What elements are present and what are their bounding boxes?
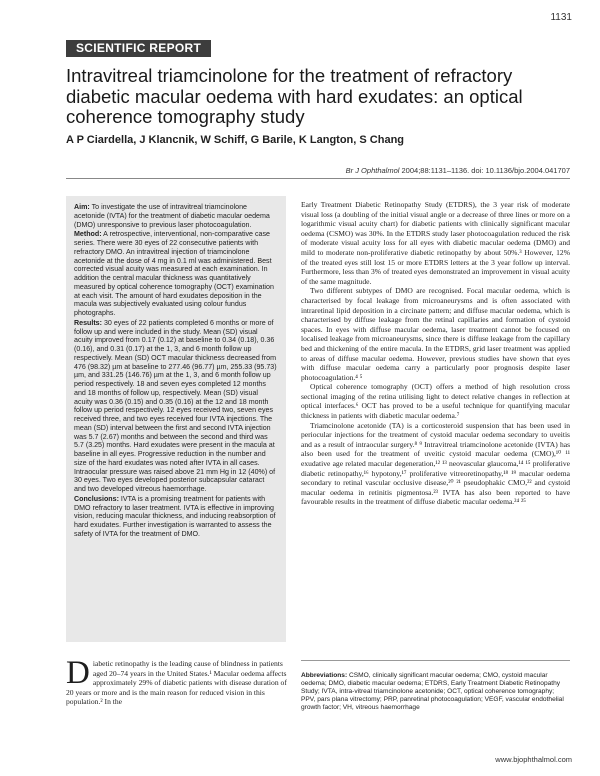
abstract-method-label: Method: bbox=[74, 230, 102, 239]
body-paragraph: Optical coherence tomography (OCT) offers a method of high resolution cross sectional imaging of the retina utilising light to detect relative changes in reflection at optical interfaces.⁶ OCT has proved to be a useful technique for quantifying macular thickness in patients with diabetic macular oedema.⁷ bbox=[301, 382, 570, 421]
abbreviations-divider bbox=[301, 660, 570, 661]
abstract-conclusions bbox=[74, 495, 278, 539]
intro-paragraph bbox=[66, 655, 288, 707]
abstract-results-label: Results: bbox=[74, 318, 102, 327]
journal-name: Br J Ophthalmol bbox=[345, 166, 400, 175]
abstract-method bbox=[74, 230, 278, 318]
abstract-results-text: 30 eyes of 22 patients completed 6 months or more of follow up and were included in the study. Mean (SD) visual acuity improved from 0.17 (0.12) at baseline to 0.34 (0.18), 0.36 (0.16), and 0.31 (0.17) at the 1, 3, and 6 month follow up respectively. Mean (SD) OCT macular thickness decreased from 476 (98.32) µm at baseline to 277.46 (96.77) µm, 255.33 (95.73) µm, and 331.25 (146.76) µm at the 1, 3, and 6 month follow up period respectively. 18 and seven eyes completed 12 months and 18 months of follow up, respectively. Mean (SD) visual acuity was 0.36 (0.15) and 0.35 (0.16) at the 12 and 18 month follow up period respectively. 12 eyes received two, seven eyes received three, and two eyes received four IVTA injections. The mean (SD) interval between the first and second IVTA injection was 5.7 (2.67) months and between the second and third was 5.7 (3.25) months. Hard exudates were present in the macula at baseline in all eyes. Progressive reduction in the number and size of the hard exudates was noted after IVTA in all cases. Intraocular pressure was raised above 21 mm Hg in 12 (40%) of 30 eyes. Two eyes developed posterior subcapsular cataract and two developed vitreous haemorrhage. bbox=[74, 318, 277, 493]
header-divider bbox=[66, 178, 570, 179]
abbreviations-note bbox=[301, 672, 570, 712]
page-number: 1131 bbox=[550, 12, 572, 23]
section-label: SCIENTIFIC REPORT bbox=[66, 40, 211, 57]
body-paragraph: Triamcinolone acetonide (TA) is a corticosteroid suspension that has been used in periocular injections for the treatment of cystoid macular oedema secondary to uveitis and as a result of intraocular surgery.⁸ ⁹ Intravitreal triamcinolone acetonide (IVTA) has also been used for the treatment of uveitic cystoid macular oedema (CMO),¹⁰ ¹¹ exudative age related macular degeneration,¹² ¹³ neovascular glaucoma,¹⁴ ¹⁵ proliferative diabetic retinopathy,¹⁶ hypotony,¹⁷ proliferative vitreoretinopathy,¹⁸ ¹⁹ macular oedema secondary to retinal vascular occlusive disease,²⁰ ²¹ pseudophakic CMO,²² and cystoid macular oedema in retinitis pigmentosa.²³ IVTA has also been reported to have favourable results in the treatment of diffuse diabetic macular oedema.²⁴ ²⁵ bbox=[301, 420, 570, 507]
drop-cap: D bbox=[66, 655, 90, 691]
abbreviations-label: Abbreviations: bbox=[301, 672, 348, 679]
abstract-aim bbox=[74, 203, 278, 229]
body-paragraph: Two different subtypes of DMO are recognised. Focal macular oedema, which is characterised by focal leakage from microaneurysms and is often associated with intraretinal lipid deposition in a circinate pattern; and diffuse macular oedema, which is characterised by diffuse leakage from the retinal capillaries and formation of cystoid spaces. In eyes with diffuse macular oedema, laser treatment cannot be focused on localised leakage from microaneurysms, since there is diffuse leakage from the capillary bed and thickening of the entire macula. In the ETDRS, grid laser treatment was applied to areas of diffuse macular oedema. However, previous studies have shown that eyes with diffuse macular oedema carry a particularly poor prognosis despite laser photocoagulation.⁴ ⁵ bbox=[301, 286, 570, 382]
abstract-box bbox=[66, 196, 286, 642]
abstract-conclusions-label: Conclusions: bbox=[74, 494, 119, 503]
article-title: Intravitreal triamcinolone for the treatment of refractory diabetic macular oedema with hard exudates: an optical coherence tomography study bbox=[66, 65, 523, 127]
abstract-conclusions-text: IVTA is a promising treatment for patients with DMO refractory to laser treatment. IVTA is effective in improving vision, reducing macular thickness, and inducing reabsorption of hard exudates. Further investigation is warranted to assess the safety of IVTA for the treatment of DMO. bbox=[74, 494, 276, 538]
intro-text: iabetic retinopathy is the leading cause of blindness in patients aged 20–74 years in the United States.¹ Macular oedema affects approximately 29% of diabetic patients with disease duration of 20 years or more and is the main reason for reduced vision in this population.² In the bbox=[66, 659, 287, 707]
abstract-results bbox=[74, 319, 278, 494]
abstract-method-text: A retrospective, interventional, non-comparative case series. There were 30 eyes of 22 consecutive patients with refractory DMO. An intravitreal injection of triamcinolone acetonide at the dose of 4 mg in 0.1 ml was administered. Best corrected visual acuity was measured at each examination. In addition the central macular thickness was quantitatively measured by optical coherence tomography (OCT) examination at each visit. The amount of hard exudates deposition in the macula was subjectively evaluated using colour fundus photographs. bbox=[74, 230, 274, 317]
abstract-aim-text: To investigate the use of intravitreal triamcinolone acetonide (IVTA) for the treatment of diabetic macular oedema (DMO) unresponsive to previous laser photocoagulation. bbox=[74, 203, 270, 229]
abstract-aim-label: Aim: bbox=[74, 203, 90, 211]
body-paragraph: Early Treatment Diabetic Retinopathy Study (ETDRS), the 3 year risk of moderate visual loss (a doubling of the initial visual angle or a decrease of three lines or more on a logarithmic visual acuity chart) for diabetic patients with clinically significant macular oedema (CSMO) was 30%. In the ETDRS study laser photocoagulation reduced the risk of moderate visual acuity loss for all eyes with diabetic macular oedema (DMO) and mild to moderate non-proliferative diabetic retinopathy by about 50%.³ However, 12% of the treated eyes still lost 15 or more ETDRS letters at the 3 year follow up interval. Furthermore, less than 3% of treated eyes demonstrated an improvement in visual acuity of the same magnitude. bbox=[301, 200, 570, 286]
journal-url: www.bjophthalmol.com bbox=[495, 755, 572, 764]
author-list: A P Ciardella, J Klancnik, W Schiff, G Barile, K Langton, S Chang bbox=[66, 134, 405, 146]
abbreviations-text: CSMO, clinically significant macular oedema; CMO, cystoid macular oedema; DMO, diabetic macular oedema; ETDRS, Early Treatment Diabetic Retinopathy Study; IVTA, intra-vitreal triamcinolone acetonide; OCT, optical coherence tomography; PPV, pars plana vitrectomy; PRP, panretinal photocoagulation; VEGF, vascular endothelial growth factor; VH, vitreous haemorrhage bbox=[301, 672, 564, 712]
citation-line bbox=[346, 166, 570, 175]
citation-details: 2004;88:1131–1136. doi: 10.1136/bjo.2004.041707 bbox=[399, 166, 570, 175]
body-column bbox=[301, 200, 570, 507]
